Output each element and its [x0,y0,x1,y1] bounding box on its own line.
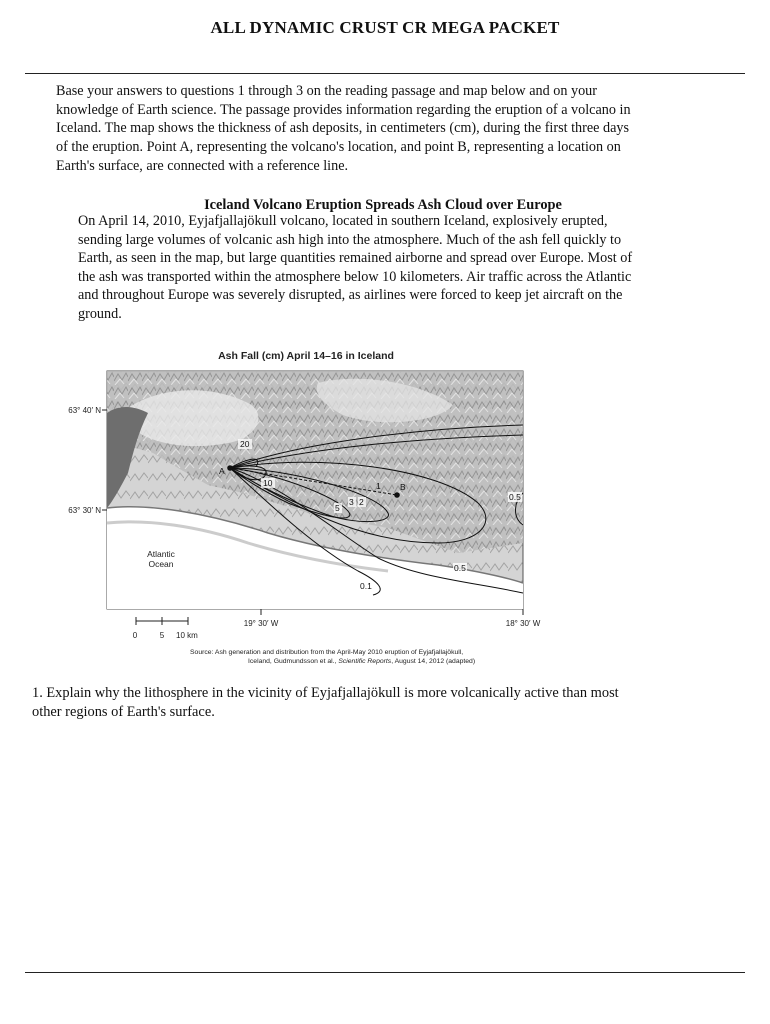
contour-label-0.5-bottom: 0.5 [454,563,466,573]
lon-label-right: 18° 30′ W [505,619,541,628]
lat-label-bottom: 63° 30′ N [68,506,101,515]
contour-label-3: 3 [349,497,354,507]
top-divider [25,73,745,74]
ash-fall-map [58,343,558,668]
contour-label-0.5-right: 0.5 [509,492,521,502]
scale-0: 0 [132,631,138,640]
ocean-label-1: Atlantic [147,549,175,559]
question-1: 1. Explain why the lithosphere in the vicinity of Eyjafjallajökull is more volcanically active than most other regions of Earth's surface. [32,685,619,720]
map-title: Ash Fall (cm) April 14–16 in Iceland [218,350,394,362]
page-title: ALL DYNAMIC CRUST CR MEGA PACKET [210,18,560,37]
map-source-line1: Source: Ash generation and distribution from the April-May 2010 eruption of Eyjafjallajökull, [190,649,464,656]
contour-label-0.1: 0.1 [360,581,372,591]
article-body: On April 14, 2010, Eyjafjallajökull volcano, located in southern Iceland, explosively erupted, sending large volumes of volcanic ash high into the atmosphere. Much of the ash fell quickly to Earth, as seen in the map, but large quantities remained airborne and spread over Europe. Most of the ash was transported within the atmosphere below 10 kilometers. Air traffic across the Atlantic and throughout Europe was severely disrupted, as airlines were forced to keep jet aircraft on the ground. [78,213,633,322]
point-a-label: A [219,466,225,476]
map-source-line2: Iceland, Gudmundsson et al., Scientific Reports, August 14, 2012 (adapted) [248,658,476,665]
point-a-marker [227,465,233,471]
ocean-label-2: Ocean [148,559,174,569]
article-title: Iceland Volcano Eruption Spreads Ash Cloud over Europe [204,197,562,213]
contour-label-10: 10 [263,478,273,488]
point-b-marker [394,492,400,498]
map-figure [58,343,558,668]
contour-label-5: 5 [335,503,340,513]
scale-bar [133,617,198,640]
contour-label-2: 2 [359,497,364,507]
lon-label-left: 19° 30′ W [243,619,279,628]
point-b-label: B [400,482,406,492]
scale-10: 10 km [176,631,198,640]
scale-5: 5 [159,631,165,640]
contour-label-1: 1 [376,481,381,491]
intro-paragraph [56,82,696,176]
lat-label-top: 63° 40′ N [68,406,101,415]
intro-text: Base your answers to questions 1 through 3 on the reading passage and map below and on your knowledge of Earth science. The passage provides information regarding the eruption of a volcano in Iceland. The map shows the thickness of ash deposits, in centimeters (cm), during the first three days of the eruption. Point A, representing the volcano's location, and point B, representing a location on Earth's surface, are connected with a reference line. [56,83,631,174]
contour-label-20: 20 [240,439,250,449]
bottom-divider [25,972,745,973]
